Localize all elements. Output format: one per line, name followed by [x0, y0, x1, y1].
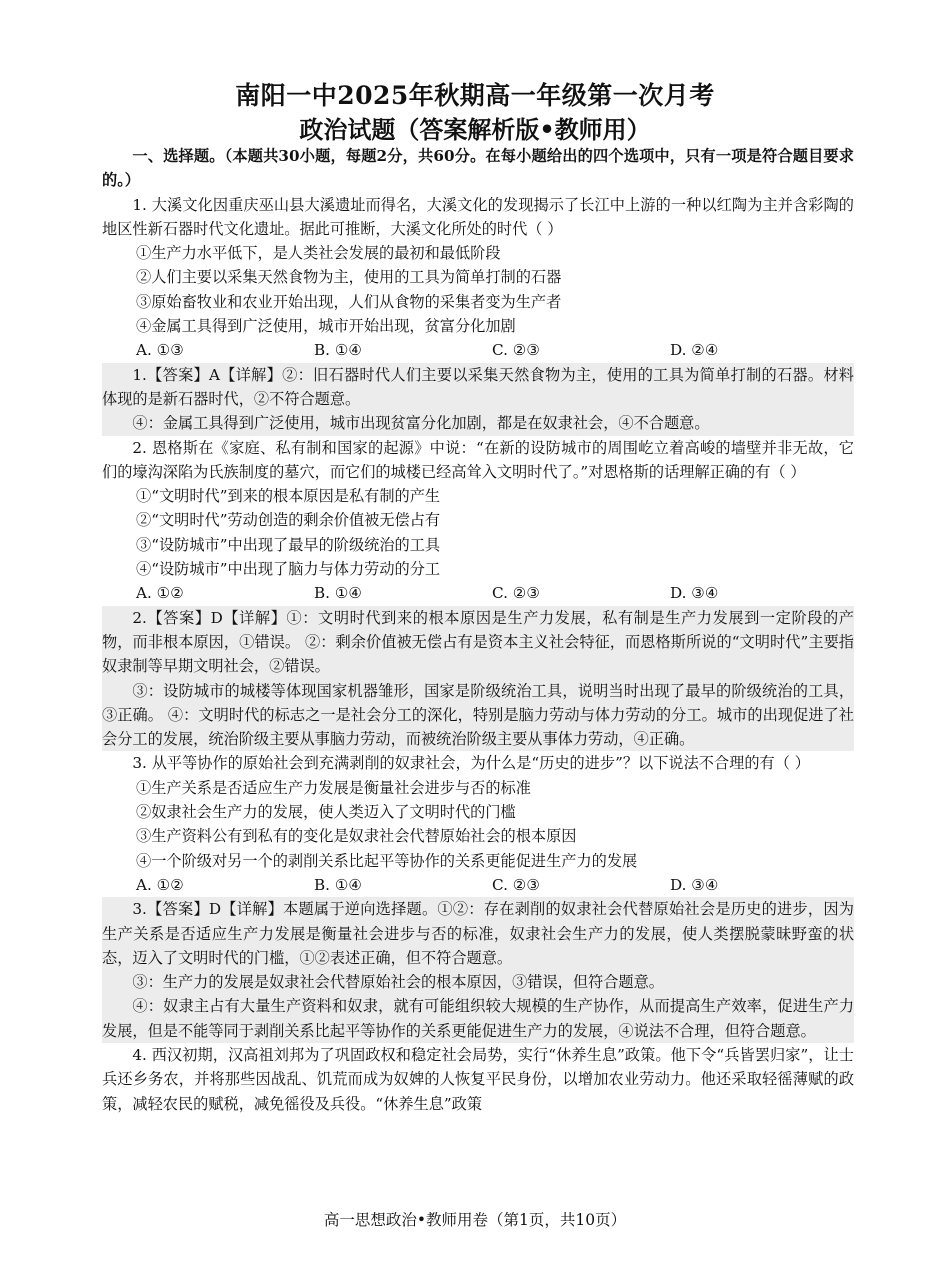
q3-choices	[102, 873, 854, 897]
q3-answer-3: ④：奴隶主占有大量生产资料和奴隶，就有可能组织较大规模的生产协作，从而提高生产效率，促进生产力发展，但是不能等同于剥削关系比起平等协作的关系更能促进生产力的发展，④说法不合理，但符合题意。	[102, 997, 854, 1040]
q2-choice-b: B. ①④	[314, 584, 363, 603]
q3-stem: 3. 从平等协作的原始社会到充满剥削的奴隶社会，为什么是“历史的进步”？以下说法不合理的有（ ）	[132, 754, 810, 773]
page-footer: 高一思想政治•教师用卷（第1页，共10页）	[323, 1211, 627, 1229]
q1-choices	[102, 338, 854, 362]
q1-answer-1: 1.【答案】A【详解】②：旧石器时代人们主要以采集天然食物为主，使用的工具为简单打制的石器。材料体现的是新石器时代，②不符合题意。	[102, 365, 854, 408]
q3-choice-d: D. ③④	[670, 875, 719, 894]
q2-choices	[102, 581, 854, 605]
q1-option-3: ③原始畜牧业和农业开始出现，人们从食物的采集者变为生产者	[136, 292, 562, 311]
q1-choice-d: D. ②④	[670, 341, 719, 360]
q2-choice-d: D. ③④	[670, 584, 719, 603]
q3-choice-c: C. ②③	[492, 875, 540, 894]
q2-answer-2: ③：设防城市的城楼等体现国家机器雏形，国家是阶级统治工具，说明当时出现了最早的阶级统治的工具，③正确。 ④：文明时代的标志之一是社会分工的深化，特别是脑力劳动与体力劳动的分工。城市的出现促进了社会分工的发展，统治阶级主要从事脑力劳动，而被统治阶级主要从事体力劳动，④正确。	[102, 681, 854, 749]
q1-choice-c: C. ②③	[492, 341, 540, 360]
q4-stem: 4. 西汉初期，汉高祖刘邦为了巩固政权和稳定社会局势，实行“休养生息”政策。他下令“兵皆罢归家”，让士兵还乡务农，并将那些因战乱、饥荒而成为奴婢的人恢复平民身份，以增加农业劳动力。他还采取轻徭薄赋的政策，减轻农民的赋税，减免徭役及兵役。“休养生息”政策	[102, 1045, 854, 1113]
q1-stem: 1. 大溪文化因重庆巫山县大溪遗址而得名，大溪文化的发现揭示了长江中上游的一种以红陶为主并含彩陶的地区性新石器时代文化遗址。据此可推断，大溪文化所处的时代（ ）	[102, 195, 854, 238]
q3-answer-1: 3.【答案】D【详解】本题属于逆向选择题。①②：存在剥削的奴隶社会代替原始社会是历史的进步，因为生产关系是否适应生产力发展是衡量社会进步与否的标准，奴隶社会生产力的发展，使人类摆脱蒙昧野蛮的状态，迈入了文明时代的门槛，①②表述正确，但不符合题意。	[102, 900, 854, 967]
q3-choice-b: B. ①④	[314, 875, 363, 894]
q2-choice-a: A. ①②	[136, 584, 184, 603]
q1-answer-block	[102, 363, 854, 436]
q3-option-1: ①生产关系是否适应生产力发展是衡量社会进步与否的标准	[136, 778, 531, 797]
exam-title: 南阳一中2025年秋期高一年级第一次月考	[235, 81, 715, 110]
q3-option-4: ④一个阶级对另一个的剥削关系比起平等协作的关系更能促进生产力的发展	[136, 851, 638, 870]
q1-choice-b: B. ①④	[314, 341, 363, 360]
q2-answer-block	[102, 606, 854, 752]
q2-option-3: ③“设防城市”中出现了最早的阶级统治的工具	[136, 535, 441, 554]
q1-option-1: ①生产力水平低下，是人类社会发展的最初和最低阶段	[136, 244, 501, 263]
q2-answer-1: 2.【答案】D【详解】①：文明时代到来的根本原因是生产力发展，私有制是生产力发展到一定阶段的产物，而非根本原因，①错误。 ②：剩余价值被无偿占有是资本主义社会特征，而恩格斯所说的“文明时代”主要指奴隶制等早期文明社会，②错误。	[102, 608, 854, 676]
q3-option-2: ②奴隶社会生产力的发展，使人类迈入了文明时代的门槛	[136, 803, 516, 822]
exam-content	[102, 144, 854, 1116]
q2-choice-c: C. ②③	[492, 584, 540, 603]
exam-subtitle: 政治试题（答案解析版•教师用）	[299, 115, 651, 144]
q3-choice-a: A. ①②	[136, 875, 184, 894]
q1-answer-2: ④：金属工具得到广泛使用，城市出现贫富分化加剧，都是在奴隶社会，④不合题意。	[132, 414, 710, 433]
q2-stem: 2. 恩格斯在《家庭、私有制和国家的起源》中说：“在新的设防城市的周围屹立着高峻的墙壁并非无故，它们的壕沟深陷为氏族制度的墓穴，而它们的城楼已经高耸入文明时代了。”对恩格斯的话理解正确的有（ ）	[102, 438, 854, 481]
q1-option-2: ②人们主要以采集天然食物为主，使用的工具为简单打制的石器	[136, 268, 562, 287]
q2-option-4: ④“设防城市”中出现了脑力与体力劳动的分工	[136, 560, 441, 579]
q3-option-3: ③生产资料公有到私有的变化是奴隶社会代替原始社会的根本原因	[136, 827, 577, 846]
q1-option-4: ④金属工具得到广泛使用，城市开始出现，贫富分化加剧	[136, 317, 516, 336]
q3-answer-block	[102, 897, 854, 1043]
q2-option-2: ②“文明时代”劳动创造的剩余价值被无偿占有	[136, 511, 441, 530]
section-heading: 一、选择题。（本题共30小题，每题2分，共60分。在每小题给出的四个选项中，只有一项是符合题目要求的。）	[102, 147, 854, 190]
q1-choice-a: A. ①③	[136, 341, 184, 360]
q3-answer-2: ③：生产力的发展是奴隶社会代替原始社会的根本原因，③错误，但符合题意。	[132, 973, 664, 992]
q2-option-1: ①“文明时代”到来的根本原因是私有制的产生	[136, 487, 441, 506]
